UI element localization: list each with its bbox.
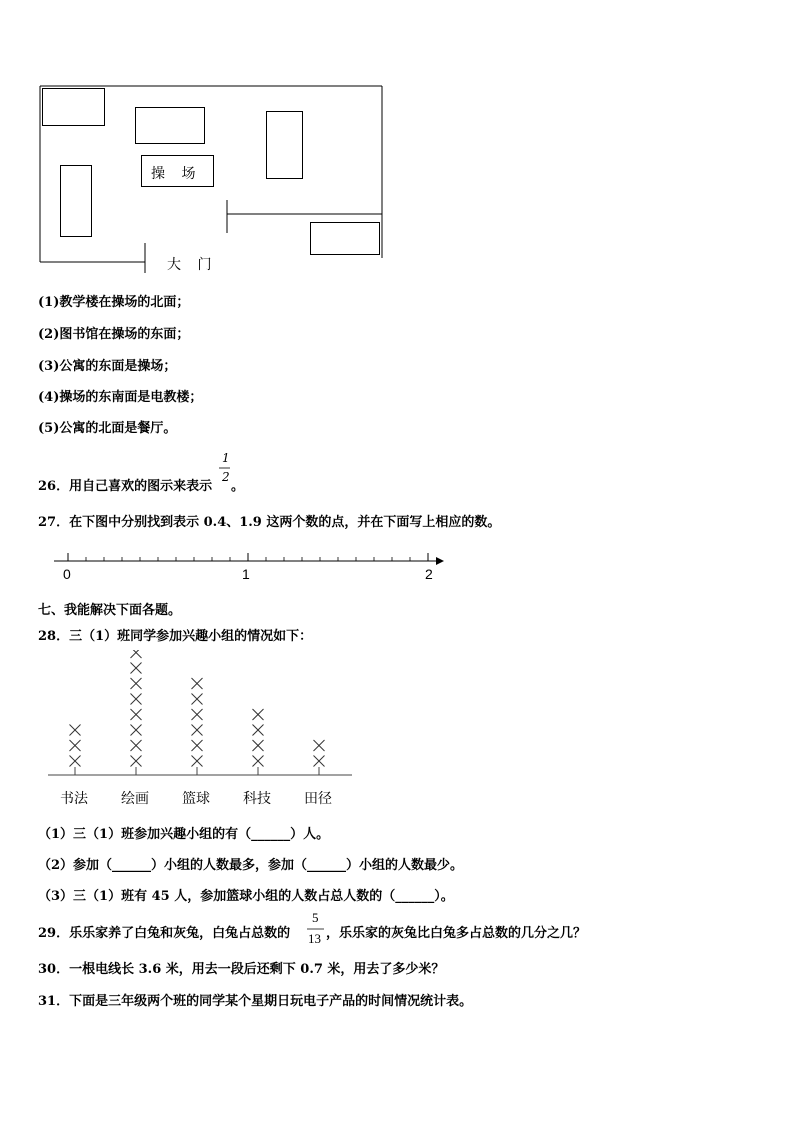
chart-x-mark (192, 678, 203, 689)
gate-label: 大 门 (167, 257, 218, 273)
statement-5: (5)公寓的北面是餐厅。 (38, 421, 177, 436)
chart-x-mark (70, 725, 81, 736)
number-line-label-0: 0 (63, 566, 71, 582)
number-line-label-1: 1 (242, 566, 250, 582)
number-line (0, 540, 794, 590)
building-box-west (60, 165, 92, 237)
q28-sub-1: （1）三（1）班参加兴趣小组的有（______）人。 (38, 827, 330, 842)
q29-pre: 29．乐乐家养了白兔和灰兔，白兔占总数的 (38, 926, 291, 941)
q26-numerator: 1 (222, 451, 230, 465)
map-frame (0, 0, 794, 290)
question-27: 27．在下图中分别找到表示 0.4、1.9 这两个数的点，并在下面写上相应的数。 (38, 515, 501, 530)
chart-x-mark (192, 756, 203, 767)
chart-column-3 (192, 678, 203, 775)
statement-1: (1)教学楼在操场的北面； (38, 295, 190, 310)
chart-column-5 (314, 740, 325, 775)
question-28: 28．三（1）班同学参加兴趣小组的情况如下： (38, 629, 313, 644)
q28-sub-3: （3）三（1）班有 45 人，参加篮球小组的人数占总人数的（______）。 (38, 889, 454, 904)
chart-x-mark (70, 756, 81, 767)
chart-column-2 (131, 650, 142, 775)
q28-sub-2: （2）参加（______）小组的人数最多，参加（______）小组的人数最少。 (38, 858, 464, 873)
number-line-label-2: 2 (425, 566, 433, 582)
number-line-ticks (68, 553, 428, 561)
chart-x-mark (131, 740, 142, 751)
chart-x-mark (131, 756, 142, 767)
number-line-arrow (436, 557, 444, 565)
chart-column-1 (70, 725, 81, 776)
chart-x-mark (314, 756, 325, 767)
q26-denominator: 2 (222, 470, 230, 484)
chart-x-mark (314, 740, 325, 751)
chart-category-label: 绘画 (121, 791, 149, 807)
chart-category-label: 篮球 (182, 791, 210, 807)
building-box-southeast (310, 222, 380, 255)
playground-box (141, 155, 214, 187)
q26-text: 26．用自己喜欢的图示来表示 (38, 479, 213, 494)
chart-x-mark (131, 725, 142, 736)
interest-group-chart (0, 650, 794, 815)
chart-category-label: 田径 (304, 791, 332, 807)
chart-x-mark (131, 678, 142, 689)
chart-column-4 (253, 709, 264, 775)
chart-x-mark (192, 694, 203, 705)
chart-x-mark (253, 740, 264, 751)
chart-x-mark (192, 725, 203, 736)
building-box-east (266, 111, 303, 179)
chart-x-mark (253, 756, 264, 767)
statement-2: (2)图书馆在操场的东面； (38, 327, 190, 342)
chart-category-label: 书法 (60, 791, 88, 807)
building-box-northwest (42, 88, 105, 126)
chart-x-mark (131, 663, 142, 674)
q29-numerator: 5 (312, 910, 319, 925)
q29-post: ，乐乐家的灰兔比白兔多占总数的几分之几？ (326, 926, 587, 941)
statement-4: (4)操场的东南面是电教楼； (38, 390, 203, 405)
chart-category-label: 科技 (243, 791, 271, 807)
question-31: 31．下面是三年级两个班的同学某个星期日玩电子产品的时间情况统计表。 (38, 994, 473, 1009)
statement-3: (3)公寓的东面是操场； (38, 359, 177, 374)
chart-x-mark (192, 740, 203, 751)
chart-x-mark (253, 709, 264, 720)
chart-x-mark (131, 694, 142, 705)
chart-x-mark (192, 709, 203, 720)
chart-x-mark (131, 709, 142, 720)
chart-x-mark (131, 650, 142, 658)
q26-end: 。 (231, 479, 245, 494)
playground-label: 操 场 (151, 166, 202, 182)
section-7-heading: 七、我能解决下面各题。 (38, 603, 182, 618)
chart-x-mark (253, 725, 264, 736)
building-box-north (135, 107, 205, 144)
q29-denominator: 13 (308, 931, 321, 946)
question-30: 30．一根电线长 3.6 米，用去一段后还剩下 0.7 米，用去了多少米？ (38, 962, 445, 977)
chart-x-mark (70, 740, 81, 751)
